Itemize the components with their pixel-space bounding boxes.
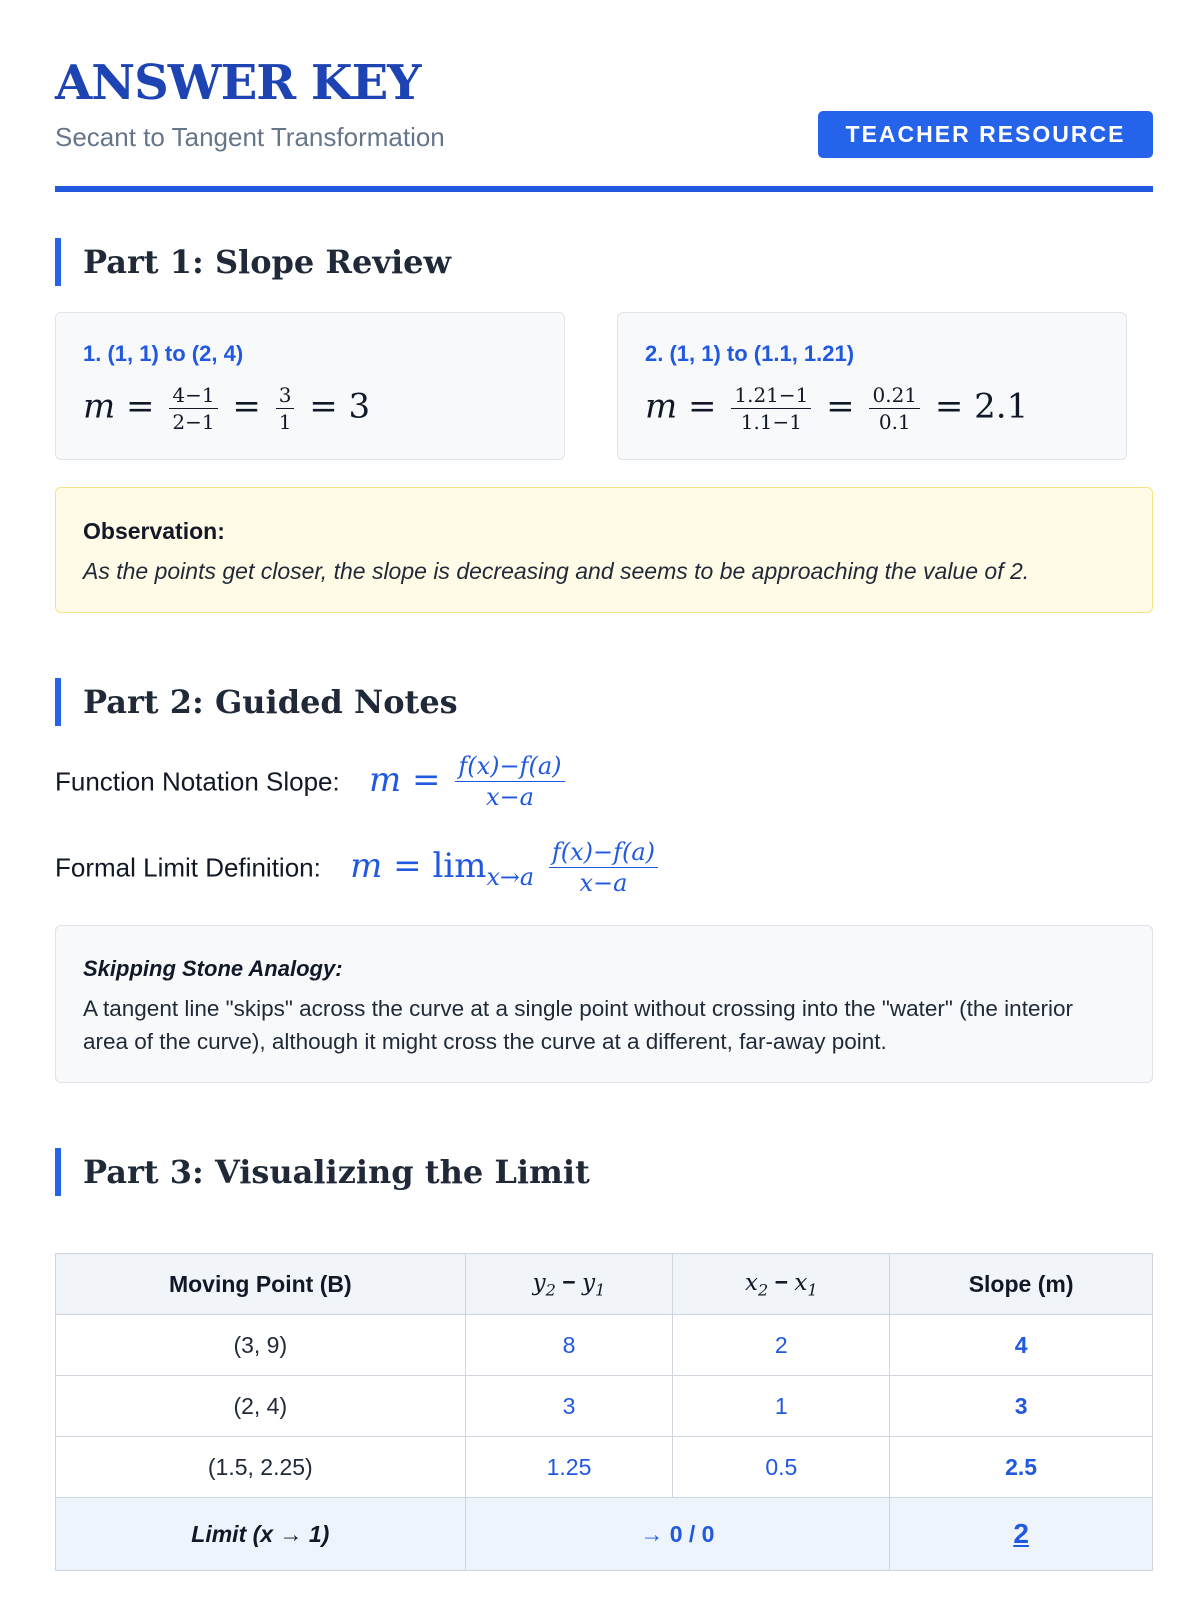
row-dx: 0.5 xyxy=(673,1437,890,1498)
problem1-num1: 4−1 xyxy=(169,383,217,409)
row-dx: 1 xyxy=(673,1376,890,1437)
limit-row xyxy=(56,1498,1153,1571)
header xyxy=(55,0,1153,192)
function-notation-formula: m = $\frac{f(x)-f(a)}{x-a}$ xyxy=(369,760,569,800)
part1-title: Part 1: Slope Review xyxy=(55,238,451,286)
limit-definition-formula: $m = \lim_{x\to a}$ $\frac{f(x)-f(a)}{x-a}$ xyxy=(350,846,662,886)
problem1-result: 3 xyxy=(348,386,371,427)
observation-text: As the points get closer, the slope is decreasing and seems to be approaching the value of 2. xyxy=(83,558,1030,584)
table-row xyxy=(56,1315,1153,1376)
problem2-num1: 1.21−1 xyxy=(731,383,811,409)
lim-text: lim xyxy=(432,845,487,886)
limit-zero-over-zero: → 0 / 0 xyxy=(465,1498,890,1571)
limit-table xyxy=(55,1253,1153,1571)
function-notation-num: f(x)−f(a) xyxy=(455,752,564,782)
row-dy: 8 xyxy=(465,1315,673,1376)
problem2-den2: 0.1 xyxy=(878,410,911,434)
observation-label: Observation: xyxy=(83,518,225,544)
row-dx: 2 xyxy=(673,1315,890,1376)
analogy-label: Skipping Stone Analogy: xyxy=(83,956,343,981)
table-row xyxy=(56,1437,1153,1498)
analogy-text: A tangent line "skips" across the curve at a single point without crossing into the "water" (the interior area of the curve), although it might cross the curve at a different, far-away point. xyxy=(83,996,1073,1054)
part2-title: Part 2: Guided Notes xyxy=(55,678,458,726)
problem2-card xyxy=(617,312,1127,460)
problem1-den1: 2−1 xyxy=(172,410,215,434)
problem1-fraction1 xyxy=(169,383,217,434)
limit-definition-den: x−a xyxy=(579,869,628,897)
problem2-equation: m = $\frac{1.21-1}{1.1-1}$ = $\frac{0.21}{0.1}$ = 2.1 xyxy=(645,383,1029,434)
row-slope: 3 xyxy=(890,1376,1153,1437)
problem2-den1: 1.1−1 xyxy=(740,410,803,434)
row-point: (1.5, 2.25) xyxy=(56,1437,466,1498)
limit-definition-row xyxy=(55,838,662,897)
lim-subscript: x→a xyxy=(486,862,535,891)
function-notation-den: x−a xyxy=(485,783,534,811)
problem1-num2: 3 xyxy=(276,383,295,409)
limit-definition-num: f(x)−f(a) xyxy=(549,838,658,868)
header-dy: $y_2 - y_1$ xyxy=(465,1254,673,1315)
row-slope: 2.5 xyxy=(890,1437,1153,1498)
function-notation-row xyxy=(55,752,569,811)
problem2-num2: 0.21 xyxy=(869,383,920,409)
part3-title: Part 3: Visualizing the Limit xyxy=(55,1148,590,1196)
analogy-box xyxy=(55,925,1153,1083)
row-slope: 4 xyxy=(890,1315,1153,1376)
limit-definition-label: Formal Limit Definition: xyxy=(55,852,321,883)
problem2-fraction1 xyxy=(731,383,811,434)
table-header-row xyxy=(56,1254,1153,1315)
problem2-result: 2.1 xyxy=(974,386,1029,427)
limit-value: 2 xyxy=(1013,1518,1029,1549)
row-point: (2, 4) xyxy=(56,1376,466,1437)
function-notation-fraction xyxy=(455,752,564,811)
problem1-den2: 1 xyxy=(278,410,292,434)
header-moving-point: Moving Point (B) xyxy=(56,1254,466,1315)
row-dy: 3 xyxy=(465,1376,673,1437)
answer-key-page xyxy=(55,0,1153,1549)
row-point: (3, 9) xyxy=(56,1315,466,1376)
observation-box xyxy=(55,487,1153,613)
limit-definition-fraction xyxy=(549,838,658,897)
page-subtitle: Secant to Tangent Transformation xyxy=(55,122,445,152)
header-slope: Slope (m) xyxy=(890,1254,1153,1315)
limit-value-cell xyxy=(890,1498,1153,1571)
problem1-card xyxy=(55,312,565,460)
page-title: ANSWER KEY xyxy=(55,55,421,111)
problem1-equation: m = $\frac{4-1}{2-1}$ = $\frac{3}{1}$ = 3 xyxy=(83,383,371,434)
function-notation-label: Function Notation Slope: xyxy=(55,766,340,797)
teacher-resource-badge: TEACHER RESOURCE xyxy=(818,111,1153,158)
problem1-fraction2 xyxy=(276,383,295,434)
problem1-label: 1. (1, 1) to (2, 4) xyxy=(83,341,244,366)
limit-label: Limit (x → 1) xyxy=(56,1498,466,1571)
header-dx: $x_2 - x_1$ xyxy=(673,1254,890,1315)
table-row xyxy=(56,1376,1153,1437)
row-dy: 1.25 xyxy=(465,1437,673,1498)
problem2-fraction2 xyxy=(869,383,920,434)
problem2-label: 2. (1, 1) to (1.1, 1.21) xyxy=(645,341,855,366)
